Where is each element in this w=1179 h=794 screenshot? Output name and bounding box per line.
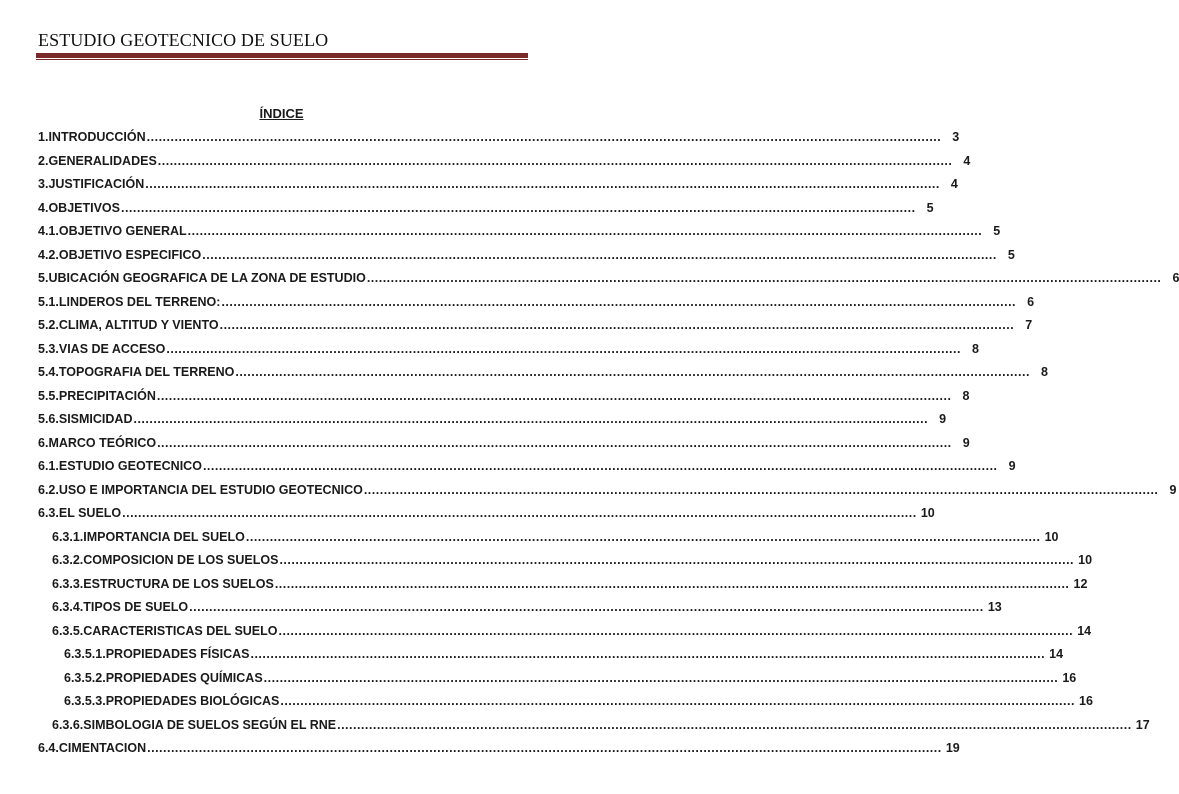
toc-entry[interactable] [38,271,1179,287]
toc-entry-label: CARACTERISTICAS DEL SUELO [83,623,278,638]
toc-entry-label: ESTRUCTURA DE LOS SUELOS [83,576,274,591]
toc-leader-dots: ........................................................................................................................................................................................................ [202,459,998,473]
toc-entry-page: 16 [1079,694,1093,708]
toc-leader-dots: ........................................................................................................................................................................................................ [147,741,942,755]
toc-entry[interactable] [64,647,1064,663]
toc-entry-label: PRECIPITACIÓN [58,388,156,403]
toc-entry-label: COMPOSICION DE LOS SUELOS [83,553,279,567]
toc-entry-page: 5 [1007,247,1015,262]
toc-leader-dots: ........................................................................................................................................................................................................ [120,200,916,215]
toc-entry-page: 7 [1025,318,1033,332]
toc-leader-dots: ........................................................................................................................................................................................................ [157,435,952,450]
toc-entry-page: 8 [962,388,970,403]
toc-entry-number: 5.1. [38,294,59,309]
toc-entry[interactable] [52,553,1093,569]
toc-entry-number: 6.3.1. [52,529,84,544]
toc-entry-page: 16 [1062,670,1077,685]
toc-entry-number: 6.3.5.2. [64,670,106,685]
toc-entry[interactable] [38,318,1033,334]
toc-entry[interactable] [38,200,934,217]
toc-entry-page: 19 [945,741,960,755]
toc-entry-label: IMPORTANCIA DEL SUELO [83,529,245,544]
toc-entry-label: PROPIEDADES QUÍMICAS [105,670,263,685]
toc-entry-label: GENERALIDADES [48,153,157,168]
toc-entry-page: 8 [972,341,979,356]
toc-entry-number: 4.2. [38,247,59,262]
toc-entry-label: CLIMA, ALTITUD Y VIENTO [58,318,219,332]
toc-entry-page: 10 [1078,553,1093,567]
toc-entry-number: 6.3.5.1. [64,647,106,661]
toc-entry-page: 5 [993,224,1001,238]
toc-entry-page: 9 [939,412,947,426]
toc-entry-label: LINDEROS DEL TERRENO: [58,294,221,309]
toc-entry[interactable] [52,717,1150,734]
toc-entry-page: 13 [987,600,1002,614]
toc-entry-page: 9 [1169,482,1177,497]
toc-entry[interactable] [64,670,1077,687]
toc-entry-page: 4 [950,177,958,191]
toc-entry-number: 5.5. [38,388,59,403]
toc-entry-number: 6.3. [38,506,59,520]
toc-leader-dots: ........................................................................................................................................................................................................ [221,294,1017,309]
toc-entry-number: 3. [38,177,49,191]
toc-entry-number: 6. [38,435,49,450]
toc-entry-page: 9 [962,435,970,450]
toc-entry[interactable] [38,506,935,522]
toc-entry-label: SIMBOLOGIA DE SUELOS SEGÚN EL RNE [83,717,337,732]
toc-entry-page: 6 [1027,294,1035,309]
toc-entry-label: SISMICIDAD [58,412,133,426]
toc-entry-page: 4 [963,153,971,168]
toc-entry[interactable] [38,388,970,405]
toc-leader-dots: ........................................................................................................................................................................................................ [187,224,983,238]
toc-leader-dots: ........................................................................................................................................................................................................ [219,318,1015,332]
toc-entry-label: EL SUELO [58,506,122,520]
toc-entry[interactable] [38,247,1015,264]
toc-entry-label: ESTUDIO GEOTECNICO [58,459,202,473]
toc-entry[interactable] [52,600,1002,616]
toc-entry-label: JUSTIFICACIÓN [48,177,145,191]
toc-entry[interactable] [38,365,1048,381]
toc-leader-dots: ........................................................................................................................................................................................................ [122,506,917,520]
toc-entry[interactable] [38,130,960,146]
toc-leader-dots: ........................................................................................................................................................................................................ [133,412,929,426]
toc-entry[interactable] [38,741,960,757]
toc-entry-page: 6 [1172,271,1179,285]
toc-leader-dots: ........................................................................................................................................................................................................ [278,623,1074,638]
toc-entry-number: 5.3. [38,341,59,356]
toc-entry-number: 2. [38,153,49,168]
toc-entry-page: 12 [1073,576,1088,591]
toc-entry-number: 6.3.4. [52,600,84,614]
toc-entry-label: OBJETIVO GENERAL [58,224,187,238]
toc-entry-label: TOPOGRAFIA DEL TERRENO [58,365,235,379]
toc-entry[interactable] [38,177,958,193]
toc-leader-dots: ........................................................................................................................................................................................................ [189,600,984,614]
toc-leader-dots: ........................................................................................................................................................................................................ [157,153,953,168]
toc-entry-page: 3 [952,130,960,144]
toc-leader-dots: ........................................................................................................................................................................................................ [145,177,940,191]
toc-entry[interactable] [52,576,1088,593]
toc-entry[interactable] [38,459,1016,475]
toc-entry[interactable] [64,694,1093,710]
toc-entry[interactable] [38,412,947,428]
toc-entry[interactable] [38,482,1177,499]
toc-leader-dots: ........................................................................................................................................................................................................ [279,553,1075,567]
toc-entry-number: 6.3.5. [52,623,84,638]
toc-leader-dots: ........................................................................................................................................................................................................ [250,647,1046,661]
toc-entry[interactable] [38,224,1001,240]
toc-leader-dots: ........................................................................................................................................................................................................ [274,576,1070,591]
toc-leader-dots: ........................................................................................................................................................................................................ [366,271,1162,285]
header-rule-thin [36,59,528,60]
toc-entry-label: OBJETIVO ESPECIFICO [58,247,202,262]
toc-entry-label: USO E IMPORTANCIA DEL ESTUDIO GEOTECNICO [58,482,363,497]
toc-leader-dots: ........................................................................................................................................................................................................ [166,341,961,356]
toc-entry-number: 5.4. [38,365,59,379]
toc-entry-label: MARCO TEÓRICO [48,435,157,450]
toc-entry-page: 17 [1135,717,1150,732]
toc-leader-dots: ........................................................................................................................................................................................................ [202,247,997,262]
toc-entry-page: 14 [1049,647,1064,661]
toc-leader-dots: ........................................................................................................................................................................................................ [156,388,952,403]
toc-leader-dots: ........................................................................................................................................................................................................ [146,130,942,144]
toc-entry-label: VIAS DE ACCESO [58,341,166,356]
toc-entry-page: 10 [920,506,935,520]
toc-entry[interactable] [38,341,979,358]
toc-leader-dots: ........................................................................................................................................................................................................ [263,670,1059,685]
document-header-title: ESTUDIO GEOTECNICO DE SUELO [38,30,329,50]
toc-title: ÍNDICE [259,106,304,121]
toc-entry-number: 6.3.3. [52,576,84,591]
toc-entry-page: 9 [1008,459,1016,473]
toc-leader-dots: ........................................................................................................................................................................................................ [280,694,1075,708]
toc-entry-number: 6.4. [38,741,59,755]
toc-leader-dots: ........................................................................................................................................................................................................ [363,482,1159,497]
toc-entry-number: 1. [38,130,49,144]
toc-entry[interactable] [38,153,971,170]
toc-entry-page: 14 [1077,623,1092,638]
toc-entry-page: 5 [926,200,934,215]
toc-entry-number: 6.3.2. [52,553,84,567]
toc-leader-dots: ........................................................................................................................................................................................................ [235,365,1030,379]
header-rule [36,53,528,58]
toc-entry-label: TIPOS DE SUELO [83,600,189,614]
toc-entry-number: 5. [38,271,49,285]
toc-entry-number: 4. [38,200,49,215]
toc-entry-number: 6.3.6. [52,717,84,732]
toc-leader-dots: ........................................................................................................................................................................................................ [245,529,1041,544]
toc-entry-label: INTRODUCCIÓN [48,130,146,144]
toc-entry-label: PROPIEDADES FÍSICAS [105,647,250,661]
toc-entry-number: 6.1. [38,459,59,473]
toc-entry-number: 4.1. [38,224,59,238]
toc-entry-number: 5.2. [38,318,59,332]
toc-entry-number: 6.2. [38,482,59,497]
toc-entry-number: 5.6. [38,412,59,426]
toc-leader-dots: ........................................................................................................................................................................................................ [337,717,1132,732]
toc-entry-number: 6.3.5.3. [64,694,106,708]
toc-entry-label: PROPIEDADES BIOLÓGICAS [105,694,280,708]
toc-entry-label: OBJETIVOS [48,200,120,215]
toc-entry-label: CIMENTACION [58,741,147,755]
toc-entry[interactable] [52,529,1059,546]
toc-entry[interactable] [38,435,970,452]
toc-entry-label: UBICACIÓN GEOGRAFICA DE LA ZONA DE ESTUDIO [48,271,366,285]
toc-entry-page: 8 [1040,365,1048,379]
toc-entry[interactable] [52,623,1092,640]
toc-entry-page: 10 [1044,529,1059,544]
toc-entry[interactable] [38,294,1035,311]
